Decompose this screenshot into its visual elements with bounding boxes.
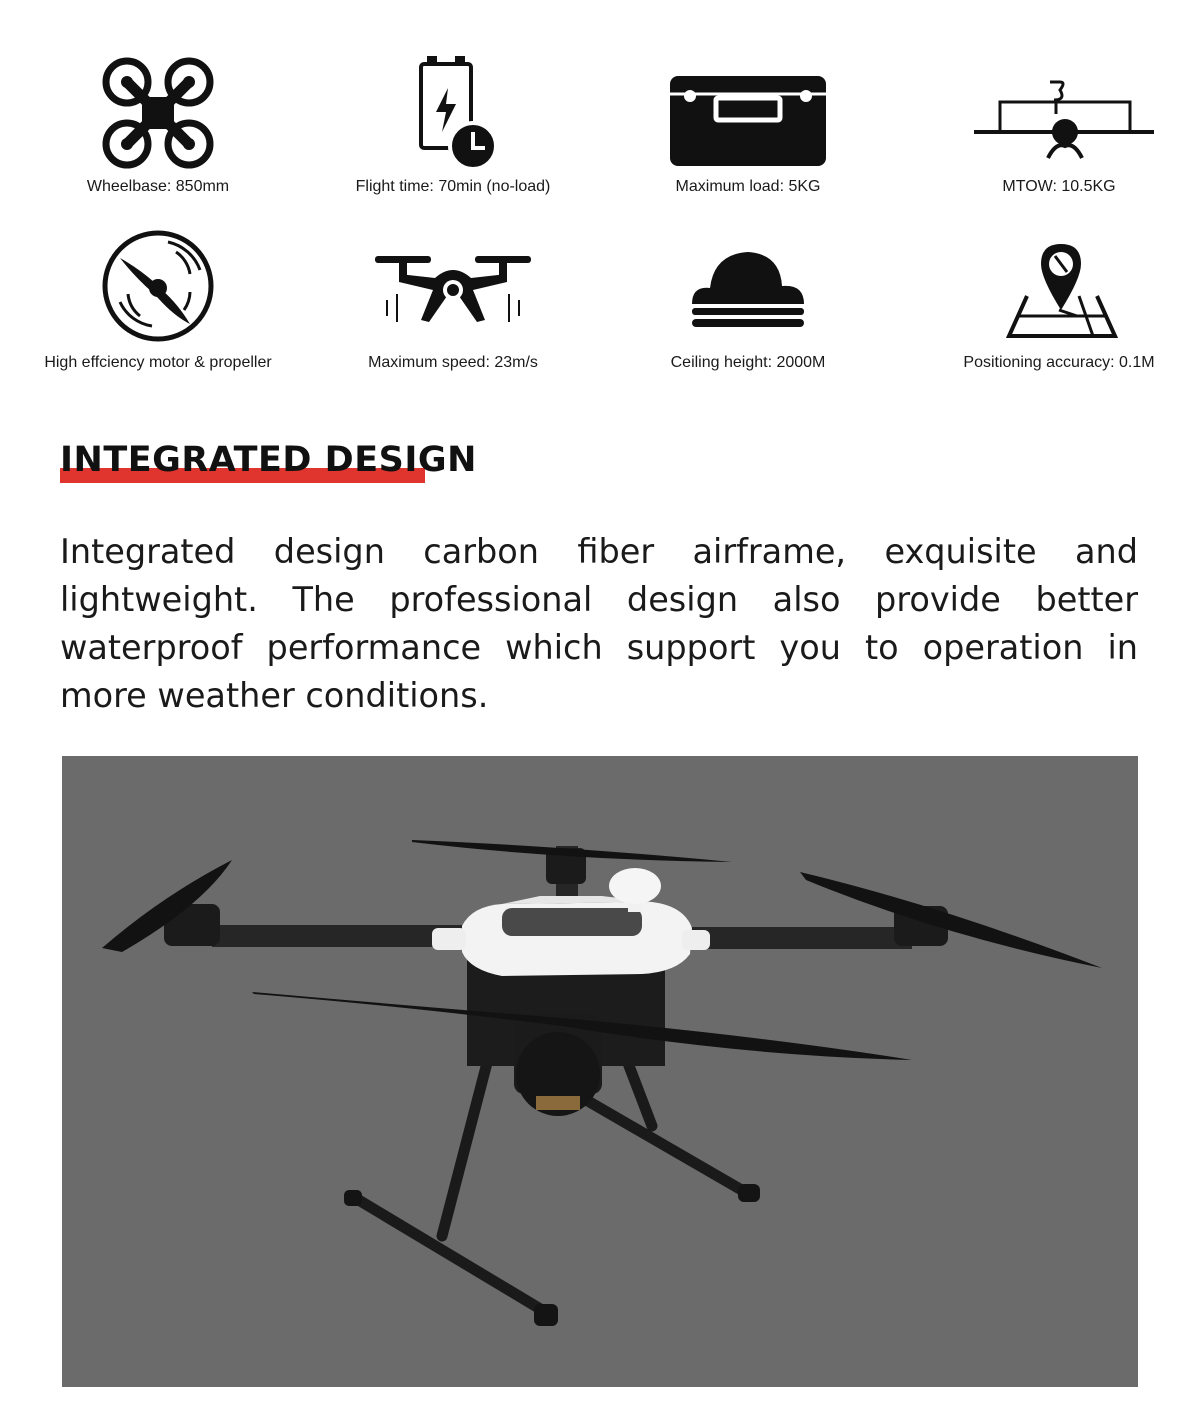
spec-label: Maximum load: 5KG: [675, 178, 821, 195]
takeoff-weight-icon: [964, 54, 1154, 170]
spec-motor: [8, 230, 308, 371]
spec-grid: [0, 0, 1200, 400]
drone-photo: [62, 756, 1138, 1387]
quadcopter-icon: [98, 54, 218, 172]
battery-clock-icon: [403, 54, 503, 172]
spec-wheelbase: [8, 54, 308, 195]
spec-label: Ceiling height: 2000M: [670, 354, 826, 371]
spec-mtow: [909, 54, 1200, 195]
spec-label: Wheelbase: 850mm: [86, 178, 230, 195]
quadcopter-drone-photo: [62, 756, 1138, 1387]
motor-propeller-icon: [98, 230, 218, 342]
payload-case-icon: [668, 54, 828, 170]
spec-label: Positioning accuracy: 0.1M: [963, 354, 1155, 371]
cloud-ceiling-icon: [688, 250, 808, 330]
spec-label: High effciency motor & propeller: [44, 354, 272, 371]
section-title: INTEGRATED DESIGN: [60, 440, 477, 480]
map-pin-icon: [989, 240, 1129, 340]
spec-label: Maximum speed: 23m/s: [368, 354, 538, 371]
section-body: Integrated design carbon fiber airframe, exquisite and lightweight. The professional design also provide better waterproof performance which support you to operation in more weather conditions.: [60, 532, 1138, 715]
spec-ceiling: [598, 250, 898, 371]
section-heading: [60, 440, 477, 480]
spec-positioning: [909, 240, 1200, 371]
spec-max-speed: [303, 250, 603, 371]
spec-label: Flight time: 70min (no-load): [355, 178, 551, 195]
spec-max-load: [598, 54, 898, 195]
drone-speed-icon: [373, 250, 533, 330]
spec-flight-time: [303, 54, 603, 195]
spec-label: MTOW: 10.5KG: [1002, 178, 1116, 195]
